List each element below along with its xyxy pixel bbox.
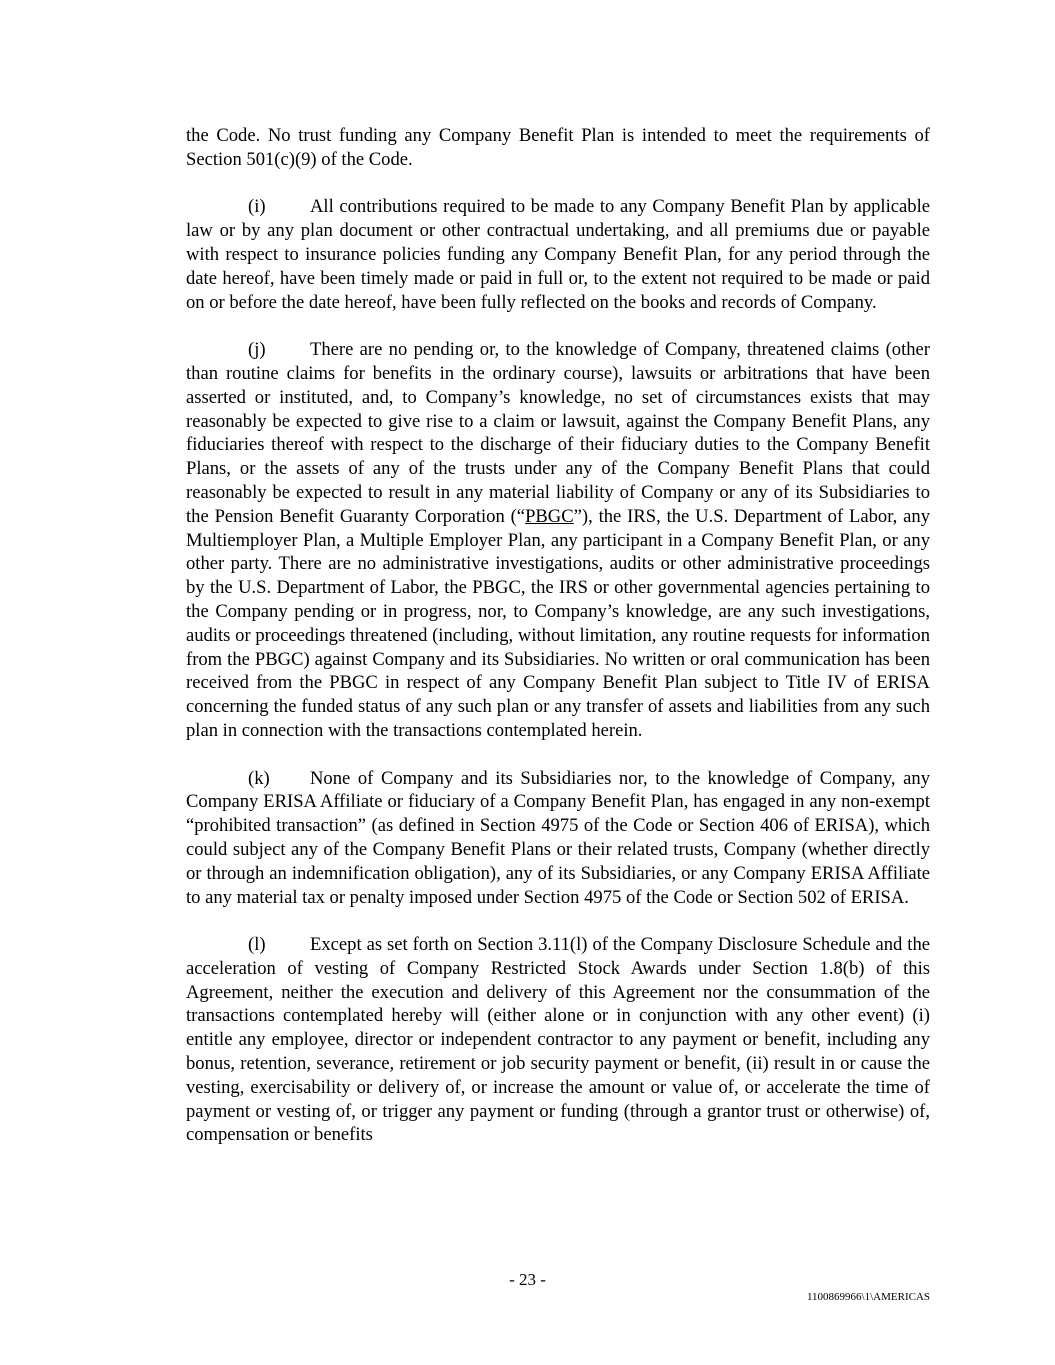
document-body — [186, 124, 930, 1171]
section-j-paragraph — [186, 338, 930, 743]
section-text: Except as set forth on Section 3.11(l) of the Company Disclosure Schedule and the acceleration of vesting of Company Restricted Stock Awards under Section 1.8(b) of this Agreement, neither the execution and delivery of this Agreement nor the consummation of the transactions contemplated hereby will (either alone or in conjunction with any other event) (i) entitle any employee, director or independent contractor to any payment or benefit, including any bonus, retention, severance, retirement or job security payment or benefit, (ii) result in or cause the vesting, exercisability or delivery of, or increase the amount or value of, or accelerate the time of payment or vesting of, or trigger any payment or funding (through a grantor trust or otherwise) of, compensation or benefits — [186, 934, 930, 1146]
section-text: None of Company and its Subsidiaries nor, to the knowledge of Company, any Company ERISA Affiliate or fiduciary of a Company Benefit Plan, has engaged in any non-exempt “prohibited transaction” (as defined in Section 4975 of the Code or Section 406 of ERISA), which could subject any of the Company Benefit Plans or their related trusts, Company (whether directly or through an indemnification obligation), any of its Subsidiaries, or any Company ERISA Affiliate to any material tax or penalty imposed under Section 4975 of the Code or Section 502 of ERISA. — [186, 767, 930, 908]
section-k-paragraph — [186, 767, 930, 910]
section-l-paragraph — [186, 933, 930, 1147]
section-marker: (l) — [248, 934, 266, 956]
section-i-paragraph — [186, 195, 930, 314]
section-text: There are no pending or, to the knowledge of Company, threatened claims (other than routine claims for benefits in the ordinary course), lawsuits or arbitrations that have been asserted or instituted, and, to Company’s knowledge, no set of circumstances exists that may reasonably be expected to give rise to a claim or lawsuit, against the Company Benefit Plans, any fiduciaries thereof with respect to the discharge of their fiduciary duties to the Company Benefit Plans, or the assets of any of the trusts under any of the Company Benefit Plans that could reasonably be expected to result in any material liability of Company or any of its Subsidiaries to the Pension Benefit Guaranty Corporation (“ — [186, 339, 930, 527]
page-number: - 23 - — [509, 1270, 546, 1289]
defined-term-pbgc: PBGC — [525, 505, 574, 527]
section-marker: (j) — [248, 339, 266, 361]
section-marker: (k) — [248, 767, 270, 789]
section-text: All contributions required to be made to any Company Benefit Plan by applicable law or by any plan document or other contractual undertaking, and all premiums due or payable with respect to insurance policies funding any Company Benefit Plan, for any period through the date hereof, have been timely made or paid in full or, to the extent not required to be made or paid on or before the date hereof, have been fully reflected on the books and records of Company. — [186, 196, 930, 313]
document-id: 1100869966\1\AMERICAS — [806, 1291, 930, 1303]
section-marker: (i) — [248, 196, 266, 218]
section-text-continued: ”), the IRS, the U.S. Department of Labor, any Multiemployer Plan, a Multiple Employer Plan, any participant in a Company Benefit Plan, or any other party. There are no administrative investigations, audits or other administrative proceedings by the U.S. Department of Labor, the PBGC, the IRS or other governmental agencies pertaining to the Company pending or in progress, nor, to Company’s knowledge, are any such investigations, audits or proceedings threatened (including, without limitation, any routine requests for information from the PBGC) against Company and its Subsidiaries. No written or oral communication has been received from the PBGC in respect of any Company Benefit Plan subject to Title IV of ERISA concerning the funded status of any such plan or any transfer of assets and liabilities from any such plan in connection with the transactions contemplated herein. — [186, 505, 930, 741]
continuation-paragraph: the Code. No trust funding any Company Benefit Plan is intended to meet the requirements of Section 501(c)(9) of the Code. — [186, 125, 930, 170]
